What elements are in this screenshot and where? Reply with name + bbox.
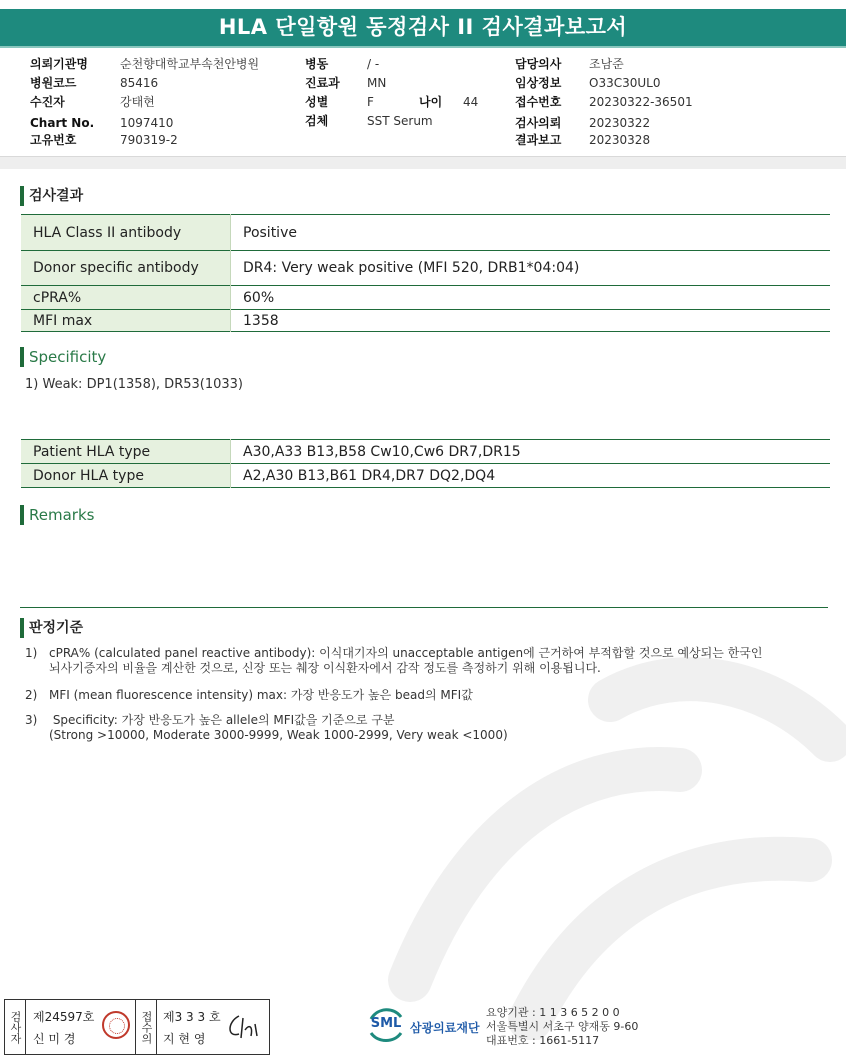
info-value: 강태현 (120, 95, 155, 109)
criteria-item (25, 646, 762, 676)
info-row (305, 76, 386, 91)
info-row (30, 57, 259, 72)
org-code: 요양기관 : 1 1 3 6 5 2 0 0 (486, 1006, 620, 1019)
info-value: 1097410 (120, 116, 174, 130)
sml-logo (366, 1005, 480, 1047)
row-value: A30,A33 B13,B58 Cw10,Cw6 DR7,DR15 (243, 443, 521, 460)
info-key: 고유번호 (30, 133, 77, 147)
criteria-num: 2) (25, 688, 38, 702)
row-value: DR4: Very weak positive (MFI 520, DRB1*04:04) (243, 260, 580, 276)
info-row (30, 116, 173, 131)
info-key: 검체 (305, 114, 329, 128)
info-key: 진료과 (305, 76, 340, 90)
specificity-text: 1) Weak: DP1(1358), DR53(1033) (25, 377, 243, 392)
info-key: Chart No. (30, 116, 95, 130)
info-value: / - (367, 57, 380, 71)
info-row (305, 57, 379, 72)
signature-label-col (5, 1000, 26, 1054)
row-label: HLA Class II antibody (21, 215, 231, 251)
info-key: 성별 (305, 95, 329, 109)
info-key: 검사의뢰 (515, 116, 562, 130)
info-key: 접수번호 (515, 95, 562, 109)
seal-icon (102, 1011, 130, 1039)
signature-label-col (135, 1000, 157, 1054)
remarks-divider (20, 607, 828, 608)
results-title: 검사결과 (20, 186, 83, 206)
report-title: HLA 단일항원 동정검사 II 검사결과보고서 (0, 9, 846, 46)
info-value: 20230322 (589, 116, 651, 130)
criteria-num: 3) (25, 713, 38, 727)
title-separator (0, 46, 846, 48)
age-value: 44 (463, 95, 479, 109)
table-row (21, 286, 830, 310)
info-value: 20230322-36501 (589, 95, 693, 109)
criteria-item (25, 688, 473, 703)
info-key: 의뢰기관명 (30, 57, 88, 71)
row-label: Patient HLA type (21, 440, 231, 464)
logo-text: SML (370, 1016, 402, 1031)
info-key: 수진자 (30, 95, 65, 109)
hla-type-table (21, 439, 830, 488)
info-value: 85416 (120, 76, 159, 90)
info-value: MN (367, 76, 387, 90)
remarks-title: Remarks (20, 505, 94, 525)
table-row (21, 215, 830, 251)
table-row (21, 464, 830, 488)
info-value: SST Serum (367, 114, 433, 128)
info-row (515, 95, 693, 110)
info-row (515, 57, 624, 72)
signature-box (4, 999, 270, 1055)
age-row (419, 95, 478, 110)
receiver-number: 제3 3 3 호 (163, 1010, 221, 1024)
org-phone: 대표번호 : 1661-5117 (486, 1034, 600, 1047)
row-value: 1358 (243, 312, 279, 329)
row-label: MFI max (21, 310, 231, 332)
tester-label: 검사자 (9, 1010, 22, 1044)
age-key: 나이 (419, 95, 443, 109)
info-key: 담당의사 (515, 57, 562, 71)
info-row (305, 95, 374, 110)
tester-number: 제24597호 (33, 1010, 95, 1024)
row-value: 60% (243, 289, 275, 306)
info-row (305, 114, 433, 129)
receiver-name: 지 현 영 (163, 1032, 206, 1046)
row-value: A2,A30 B13,B61 DR4,DR7 DQ2,DQ4 (243, 467, 496, 484)
results-table (21, 214, 830, 332)
info-value: 순천향대학교부속천안병원 (120, 57, 260, 71)
specificity-title: Specificity (20, 347, 106, 367)
footer-info (486, 1006, 638, 1048)
table-row (21, 310, 830, 332)
criteria-num: 1) (25, 646, 38, 660)
criteria-title: 판정기준 (20, 618, 83, 638)
criteria-line: cPRA% (calculated panel reactive antibody): 이식대기자의 unacceptable antigen에 근거하여 부적합할 것으로 예상되는 한국인 (49, 646, 763, 660)
row-label: cPRA% (21, 286, 231, 310)
info-key: 병동 (305, 57, 329, 71)
row-value: Positive (243, 224, 297, 241)
tester-name: 신 미 경 (33, 1032, 76, 1046)
criteria-item (25, 713, 508, 743)
info-row (30, 95, 155, 110)
criteria-line: 뇌사기증자의 비율을 계산한 것으로, 신장 또는 췌장 이식환자에서 감작 정도를 측정하기 위해 이용됩니다. (49, 661, 601, 675)
signature-icon (225, 1012, 263, 1042)
row-label: Donor HLA type (21, 464, 231, 488)
table-row (21, 440, 830, 464)
info-value: 20230328 (589, 133, 651, 147)
info-row (515, 116, 650, 131)
row-label: Donor specific antibody (21, 251, 231, 286)
logo-org: 삼광의료재단 (410, 1021, 480, 1035)
receiver-label: 접수의 (140, 1010, 153, 1044)
info-value: 조남준 (589, 57, 624, 71)
info-row (515, 133, 650, 148)
info-key: 임상정보 (515, 76, 562, 90)
criteria-line: Specificity: 가장 반응도가 높은 allele의 MFI값을 기준으로 구분 (49, 713, 395, 727)
header-band (0, 156, 846, 169)
info-value: O33C30UL0 (589, 76, 661, 90)
info-key: 결과보고 (515, 133, 562, 147)
info-row (515, 76, 660, 91)
info-row (30, 133, 178, 148)
info-key: 병원코드 (30, 76, 77, 90)
info-value: 790319-2 (120, 133, 178, 147)
info-value: F (367, 95, 374, 109)
table-row (21, 251, 830, 286)
org-address: 서울특별시 서초구 양재동 9-60 (486, 1020, 639, 1033)
info-row (30, 76, 158, 91)
criteria-line: (Strong >10000, Moderate 3000-9999, Weak 1000-2999, Very weak <1000) (49, 728, 508, 742)
criteria-line: MFI (mean fluorescence intensity) max: 가장 반응도가 높은 bead의 MFI값 (49, 688, 473, 702)
